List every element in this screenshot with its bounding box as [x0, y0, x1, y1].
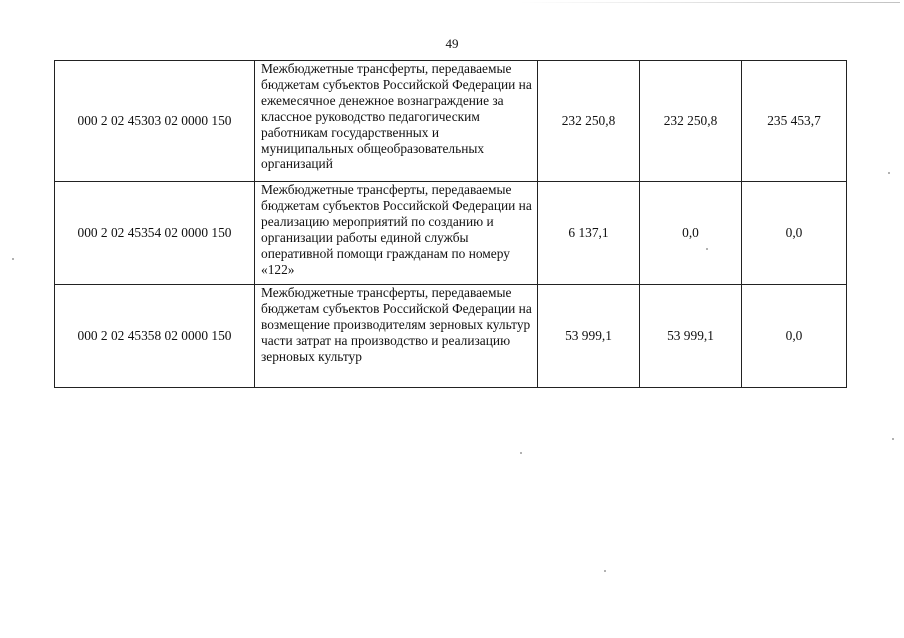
description-cell: Межбюджетные трансферты, передаваемые бюджетам субъектов Российской Федерации на реализацию мероприятий по созданию и организации работы единой службы оперативной помощи гражданам по номеру «122»	[255, 182, 538, 285]
budget-code-cell: 000 2 02 45303 02 0000 150	[55, 61, 255, 182]
amount-cell-2: 232 250,8	[640, 61, 742, 182]
description-cell: Межбюджетные трансферты, передаваемые бюджетам субъектов Российской Федерации на ежемесячное денежное вознаграждение за классное руководство педагогическим работникам государственных и муниципальных общеобразовательных организаций	[255, 61, 538, 182]
scan-edge-line	[520, 2, 900, 3]
amount-cell-3: 235 453,7	[742, 61, 847, 182]
table-row	[55, 285, 847, 388]
amount-cell-2: 53 999,1	[640, 285, 742, 388]
scan-speck	[604, 570, 606, 572]
budget-transfers-table	[54, 60, 847, 388]
amount-cell-3: 0,0	[742, 182, 847, 285]
amount-cell-3: 0,0	[742, 285, 847, 388]
amount-cell-1: 6 137,1	[538, 182, 640, 285]
page-number: 49	[445, 36, 459, 51]
budget-code-cell: 000 2 02 45354 02 0000 150	[55, 182, 255, 285]
scan-speck	[520, 452, 522, 454]
scan-speck	[888, 172, 890, 174]
budget-code-cell: 000 2 02 45358 02 0000 150	[55, 285, 255, 388]
table-row	[55, 182, 847, 285]
amount-cell-1: 53 999,1	[538, 285, 640, 388]
scan-speck	[706, 248, 708, 250]
table-row	[55, 61, 847, 182]
description-cell: Межбюджетные трансферты, передаваемые бюджетам субъектов Российской Федерации на возмещение производителям зерновых культур части затрат на производство и реализацию зерновых культур	[255, 285, 538, 388]
amount-cell-2: 0,0	[640, 182, 742, 285]
amount-cell-1: 232 250,8	[538, 61, 640, 182]
scan-speck	[892, 438, 894, 440]
scan-speck	[12, 258, 14, 260]
